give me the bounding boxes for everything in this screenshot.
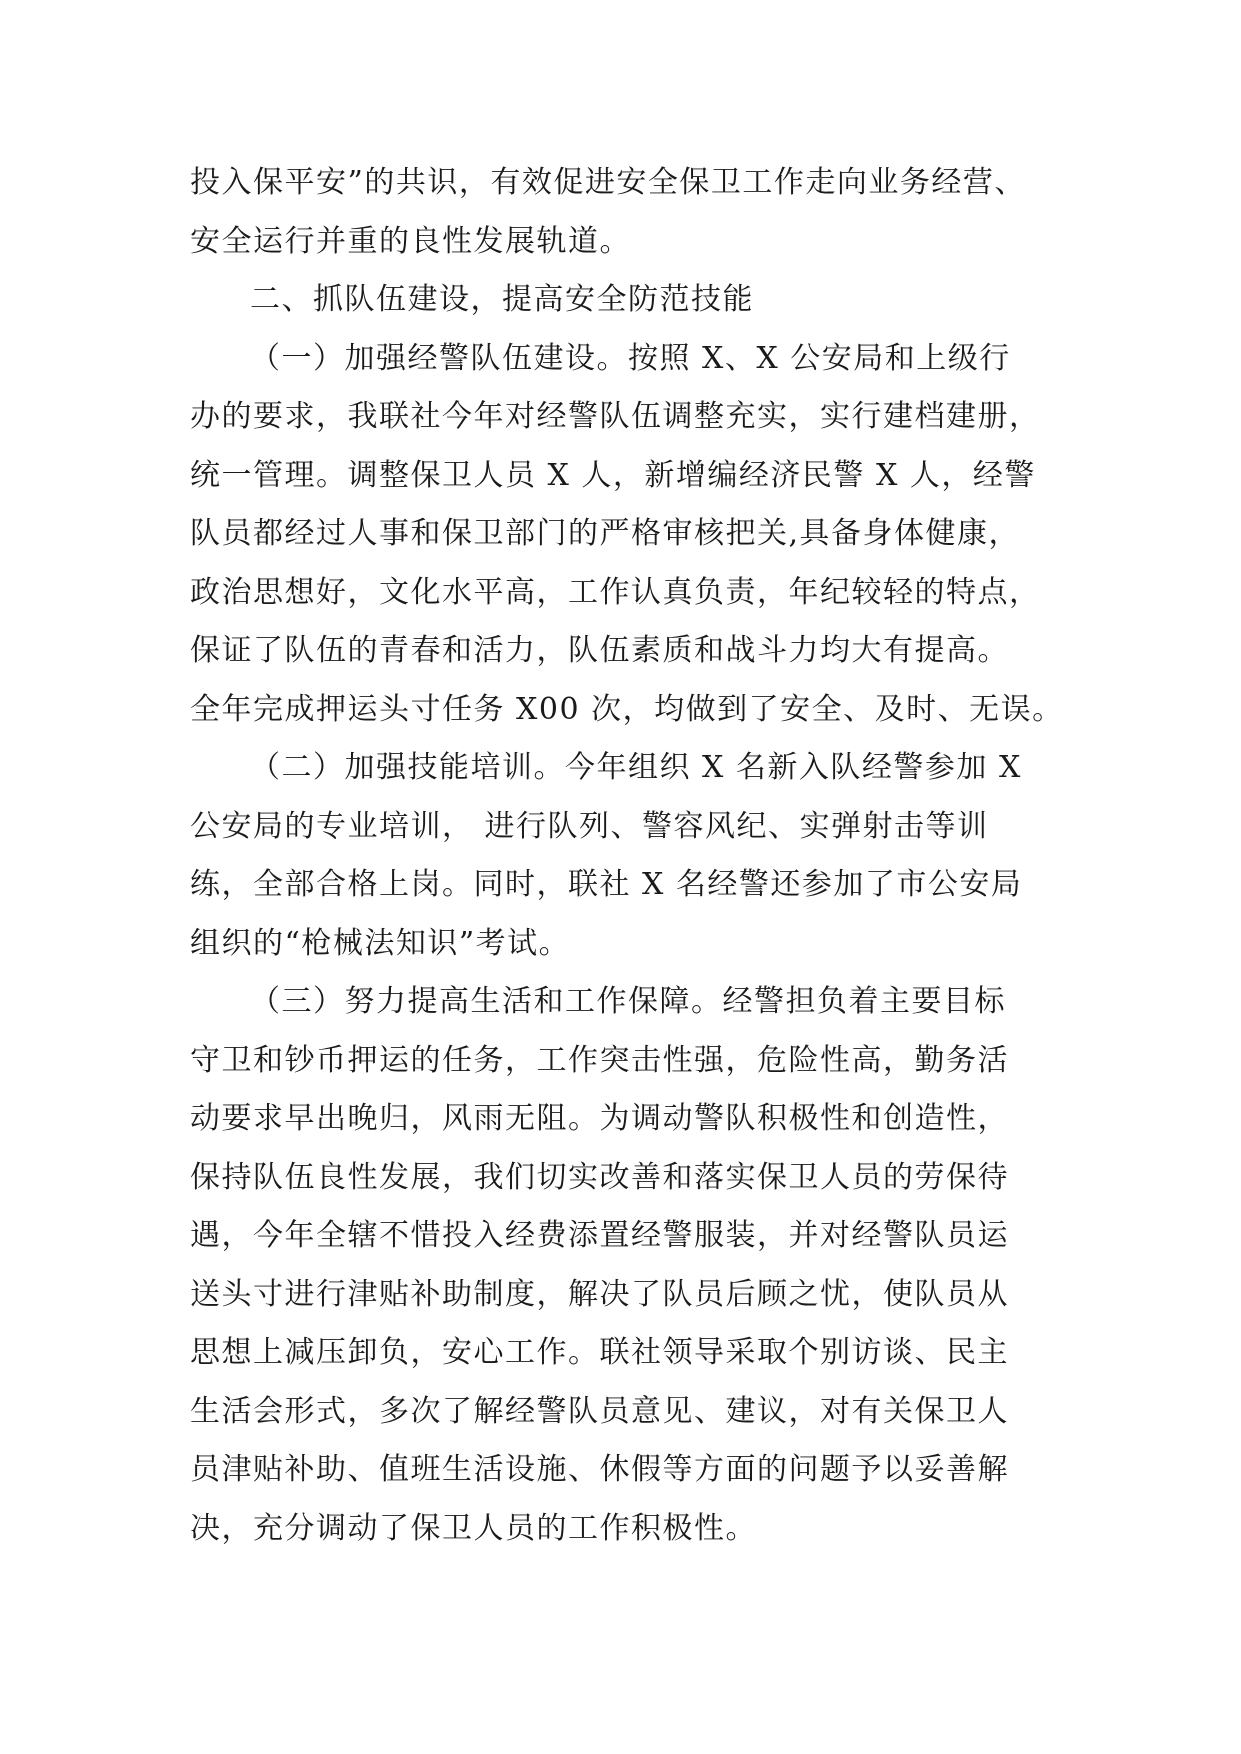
text-line: 统一管理。调整保卫人员 X 人，新增编经济民警 X 人，经警 [190, 457, 1036, 493]
text-line: 公安局的专业培训， 进行队列、警容风纪、实弹射击等训 [190, 808, 989, 844]
text-line: 队员都经过人事和保卫部门的严格审核把关,具备身体健康， [190, 516, 1021, 551]
text-line: 动要求早出晚归，风雨无阻。为调动警队积极性和创造性， [190, 1101, 1009, 1136]
text-line: 投入保平安”的共识，有效促进安全保卫工作走向业务经营、 [190, 165, 1026, 200]
text-line: 守卫和钞币押运的任务，工作突击性强，危险性高，勤务活 [190, 1042, 1009, 1078]
text-line: 保证了队伍的青春和活力，队伍素质和战斗力均大有提高。 [190, 633, 1009, 668]
text-line: 生活会形式，多次了解经警队员意见、建议，对有关保卫人 [190, 1393, 1009, 1429]
text-line: （二）加强技能培训。今年组织 X 名新入队经警参加 X [250, 750, 1022, 785]
text-line: 思想上减压卸负，安心工作。联社领导采取个别访谈、民主 [190, 1335, 1009, 1370]
text-line: 政治思想好，文化水平高，工作认真负责，年纪较轻的特点， [190, 574, 1041, 610]
text-line: 遇，今年全辖不惜投入经费添置经警服装，并对经警队员运 [190, 1218, 1009, 1253]
text-line: 安全运行并重的良性发展轨道。 [190, 223, 631, 259]
text-line: 办的要求，我联社今年对经警队伍调整充实，实行建档建册， [190, 399, 1041, 434]
text-line: 员津贴补助、值班生活设施、休假等方面的问题予以妥善解 [190, 1452, 1009, 1487]
text-line: 保持队伍良性发展，我们切实改善和落实保卫人员的劳保待 [190, 1159, 1009, 1195]
text-line: 全年完成押运头寸任务 X00 次，均做到了安全、及时、无误。 [190, 691, 1064, 727]
text-line: 送头寸进行津贴补助制度，解决了队员后顾之忧，使队员从 [190, 1276, 1009, 1312]
text-line: 组织的“枪械法知识”考试。 [190, 925, 571, 961]
section-heading: 二、抓队伍建设，提高安全防范技能 [250, 282, 754, 317]
text-line: 练，全部合格上岗。同时，联社 X 名经警还参加了市公安局 [190, 867, 1023, 902]
text-line: 决，充分调动了保卫人员的工作积极性。 [190, 1510, 757, 1546]
document-body [190, 154, 1070, 1558]
text-line: （一）加强经警队伍建设。按照 X、X 公安局和上级行 [250, 340, 1011, 376]
text-line: （三）努力提高生活和工作保障。经警担负着主要目标 [250, 984, 1006, 1019]
